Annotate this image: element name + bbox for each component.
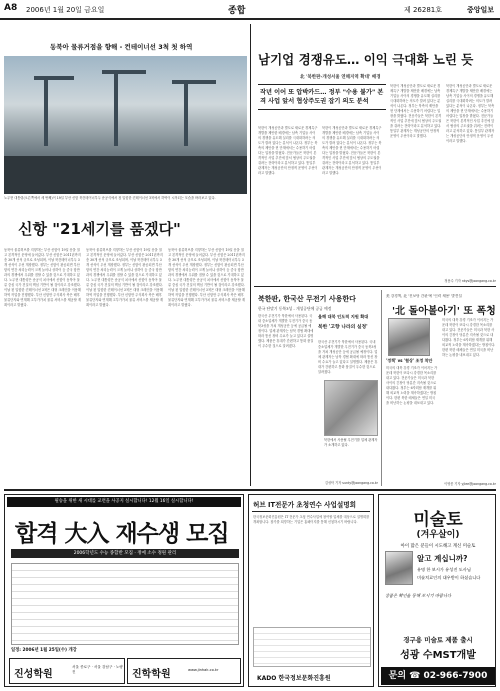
port-headline: 신항 "21세기를 품겠다" bbox=[18, 220, 181, 238]
lead-body-col1: 북한이 개성공단과 별도로 새로운 경제특구 개발을 제안한 배경에는 남측 기업들 사이의 경쟁을 유도해 실리를 극대화하려는 의도가 깔려 있다는 분석이 나온다. 정부는 북측의 제안을 현 단계에서는 수용하기 어렵다는 입장을 밝혔다. 전문가들은 북한이 본격적인 사업 추진에 앞서 협상의 주도권을 쥐려는 전략이라고 분석하고 있다. 통일부 관계자는 개성공단의 안정적 운영이 우선이라고 말했다. bbox=[258, 126, 318, 175]
seminar-ad-title: 허브 IT전문가 초청연수 사업설명회 bbox=[253, 501, 357, 509]
herbal-ad-photo bbox=[385, 551, 413, 585]
us-headline: '北 돌아볼아기' 또 폭청 bbox=[392, 306, 496, 317]
school-ad-date: 일정: 2006년 1월 25일(수) 개강 bbox=[11, 648, 77, 653]
herbal-ad-title: 미술토 bbox=[413, 510, 463, 530]
herbal-ad-line6: 경구용 미술토 제품 출시 bbox=[403, 636, 473, 644]
seminar-ad[interactable] bbox=[248, 494, 374, 687]
page-header bbox=[0, 0, 500, 20]
school-ad-schedule-table bbox=[11, 563, 239, 645]
page-number: A8 bbox=[4, 3, 18, 13]
port-body-col1: 동북아 물류허브를 지향하는 부산 신항이 19일 문을 열고 본격적인 운영에 들어갔다. 부산 신항은 2011년까지 총 30개 선석 규모로 조성되며, 이날 북컨테이너부두 3개 선석이 우선 개장했다. 정부는 신항이 완공되면 부산항의 연간 처리능력이 크게 늘어나 상하이 등 중국 항만과의 경쟁에서 우위를 점할 수 있을 것으로 기대하고 있다. 노무현 대통령은 준공식 치사에서 신항이 동북아 물류 중심 국가 건설의 핵심 기반이 될 것이라고 강조했다. 이날 첫 입항한 컨테이너선 3척은 대형 크레인을 이용해 하역 작업을 진행했다. 부산 신항만 주식회사 측은 배후 물류단지와 연계해 고부가가치 물류 서비스를 제공할 계획이라고 밝혔다. bbox=[4, 248, 81, 307]
radio-byline: 김성탁 기자 sunty@joongang.co.kr bbox=[324, 481, 378, 485]
ad-section-rule bbox=[4, 489, 496, 491]
herbal-ad-line1: 아이 많은 분들이 시도해고 계신 미술토 bbox=[400, 544, 476, 549]
lead-byline: 정용수 기자 nkys@joongang.co.kr bbox=[444, 279, 496, 283]
us-box: '정책' vs '협상' 조정 착안 bbox=[386, 358, 433, 363]
school-ad-banner: 필승을 위한 새 시대를 교련을 사공지 실시합니다! 12월 16일 실시합니다! bbox=[7, 497, 241, 507]
lead-headline: 남기업 경쟁유도… 이익 극대화 노린 듯 bbox=[258, 52, 474, 67]
section-title: 종합 bbox=[228, 6, 246, 16]
school-ad-subtitle: 2006학년도 수능 종합반 모집 · 정예 소수 정원 관리 bbox=[11, 549, 239, 558]
radio-headline: 북한판, 한국산 무전기 사용한다 bbox=[258, 295, 356, 303]
seminar-ad-rule bbox=[252, 511, 370, 512]
herbal-ad-line4: 미술치료인의 대우받이 하셨습니다 bbox=[417, 575, 481, 580]
herbal-ad-phone[interactable]: 문의 ☎ 02-966-7900 bbox=[381, 667, 495, 685]
lead-subhead-box bbox=[258, 84, 386, 110]
us-kicker: 美 강경책, 北 '진보당 간판'에 '인력 채용' 발견설 bbox=[386, 294, 462, 298]
port-body-col3: 동북아 물류허브를 지향하는 부산 신항이 19일 문을 열고 본격적인 운영에 들어갔다. 부산 신항은 2011년까지 총 30개 선석 규모로 조성되며, 이날 북컨테이너부두 3개 선석이 우선 개장했다. 정부는 신항이 완공되면 부산항의 연간 처리능력이 크게 늘어나 상하이 등 중국 항만과의 경쟁에서 우위를 점할 수 있을 것으로 기대하고 있다. 노무현 대통령은 준공식 치사에서 신항이 동북아 물류 중심 국가 건설의 핵심 기반이 될 것이라고 강조했다. 이날 첫 입항한 컨테이너선 3척은 대형 크레인을 이용해 하역 작업을 진행했다. 부산 신항만 주식회사 측은 배후 물류단지와 연계해 고부가가치 물류 서비스를 제공할 계획이라고 밝혔다. bbox=[168, 248, 245, 307]
lead-body-col3: 북한이 개성공단과 별도로 새로운 경제특구 개발을 제안한 배경에는 남측 기업들 사이의 경쟁을 유도해 실리를 극대화하려는 의도가 깔려 있다는 분석이 나온다. 정부는 북측의 제안을 현 단계에서는 수용하기 어렵다는 입장을 밝혔다. 전문가들은 북한이 본격적인 사업 추진에 앞서 협상의 주도권을 쥐려는 전략이라고 분석하고 있다. 통일부 관계자는 개성공단의 안정적 운영이 우선이라고 말했다. bbox=[390, 84, 442, 138]
lead-kicker: 北 '북한판-개성서울 연해지역 확대' 배경 bbox=[300, 75, 381, 80]
school-ad-brand2-url: www.jinhak.co.kr bbox=[188, 668, 219, 672]
radio-photo bbox=[324, 380, 378, 436]
school-ad[interactable] bbox=[4, 494, 244, 687]
herbal-ad-subtitle: (겨우살이) bbox=[416, 530, 460, 540]
radio-photo-caption: 북한에서 사용될 무전기를 업체 관계자가 소개하고 있다. bbox=[324, 438, 378, 447]
school-ad-brand2 bbox=[127, 658, 241, 684]
us-body-col1: 미국의 대북 강경 기조가 이어지는 가운데 북한이 또다시 강경한 목소리를 내고 있다. 전문가들은 미국과 북한 사이의 긴장이 당분간 지속될 것으로 내다봤다. 정부는 6자회담 재개를 위해 외교적 노력을 계속하겠다는 방침이다. 한편 북한 매체들은 연일 미국을 비난하는 논평을 내보내고 있다. bbox=[386, 366, 438, 405]
section-rule bbox=[254, 286, 496, 287]
school-ad-title: 합격 大入 재수생 모집 bbox=[15, 521, 229, 547]
port-photo bbox=[4, 56, 247, 194]
us-byline: 이영종 기자 yjlee@joongang.co.kr bbox=[444, 482, 496, 486]
seminar-ad-brand: KADO 한국정보문화진흥원 bbox=[257, 675, 331, 682]
school-ad-brand1-address: 서울 종로구 · 서울 강남구 · 노량진 bbox=[72, 665, 123, 674]
herbal-ad-line2: 알고 계십니까? bbox=[417, 554, 468, 563]
lead-body-col2: 북한이 개성공단과 별도로 새로운 경제특구 개발을 제안한 배경에는 남측 기업들 사이의 경쟁을 유도해 실리를 극대화하려는 의도가 깔려 있다는 분석이 나온다. 정부는 북측의 제안을 현 단계에서는 수용하기 어렵다는 입장을 밝혔다. 전문가들은 북한이 본격적인 사업 추진에 앞서 협상의 주도권을 쥐려는 전략이라고 분석하고 있다. 통일부 관계자는 개성공단의 안정적 운영이 우선이라고 말했다. bbox=[322, 126, 382, 175]
column-divider bbox=[250, 24, 251, 486]
herbal-ad-line5: 상품은 확인을 통해 보시기 바랍니다 bbox=[385, 593, 452, 598]
radio-subhead: 한국 단말기 동북3성 - 개성공단에 공급 예정 bbox=[258, 306, 332, 311]
herbal-ad-brand: 성광 수MST개발 bbox=[400, 650, 476, 661]
us-photo bbox=[388, 318, 430, 356]
lead-body-col4: 북한이 개성공단과 별도로 새로운 경제특구 개발을 제안한 배경에는 남측 기업들 사이의 경쟁을 유도해 실리를 극대화하려는 의도가 깔려 있다는 분석이 나온다. 정부는 북측의 제안을 현 단계에서는 수용하기 어렵다는 입장을 밝혔다. 전문가들은 북한이 본격적인 사업 추진에 앞서 협상의 주도권을 쥐려는 전략이라고 분석하고 있다. 통일부 관계자는 개성공단의 안정적 운영이 우선이라고 말했다. bbox=[446, 84, 495, 143]
seminar-ad-table bbox=[253, 627, 371, 667]
herbal-ad[interactable] bbox=[378, 494, 496, 687]
herbal-ad-line3: 유명 한 보시가 유성진 도사님 bbox=[417, 567, 471, 572]
us-body-col2: 미국의 대북 강경 기조가 이어지는 가운데 북한이 또다시 강경한 목소리를 내고 있다. 전문가들은 미국과 북한 사이의 긴장이 당분간 지속될 것으로 내다봤다. 정부는 6자회담 재개를 위해 외교적 노력을 계속하겠다는 방침이다. 한편 북한 매체들은 연일 미국을 비난하는 논평을 내보내고 있다. bbox=[442, 318, 496, 357]
edition-number: 제 26281호 bbox=[403, 6, 442, 14]
port-body-col2: 동북아 물류허브를 지향하는 부산 신항이 19일 문을 열고 본격적인 운영에 들어갔다. 부산 신항은 2011년까지 총 30개 선석 규모로 조성되며, 이날 북컨테이너부두 3개 선석이 우선 개장했다. 정부는 신항이 완공되면 부산항의 연간 처리능력이 크게 늘어나 상하이 등 중국 항만과의 경쟁에서 우위를 점할 수 있을 것으로 기대하고 있다. 노무현 대통령은 준공식 치사에서 신항이 동북아 물류 중심 국가 건설의 핵심 기반이 될 것이라고 강조했다. 이날 첫 입항한 컨테이너선 3척은 대형 크레인을 이용해 하역 작업을 진행했다. 부산 신항만 주식회사 측은 배후 물류단지와 연계해 고부가가치 물류 서비스를 제공할 계획이라고 밝혔다. bbox=[86, 248, 163, 307]
school-ad-brand2-name: 진학학원 bbox=[132, 669, 171, 680]
radio-body-col1: 한국산 무전기가 북한에서 사용된다. 국내 중소업체가 개발한 무전기가 중국 동북3성을 거쳐 개성공단 등에 공급될 예정이다. 업체 관계자는 남북 경협 확대에 따라 통신 장비 수요가 늘고 있다고 설명했다. 제품은 휴대가 간편하고 통화 품질이 우수한 것으로 알려졌다. bbox=[258, 314, 314, 348]
port-kicker: 동북아 물류거점을 향해 - 컨테이너선 3척 첫 하역 bbox=[50, 43, 193, 51]
issue-date: 2006년 1월 20일 금요일 bbox=[26, 6, 105, 14]
radio-body-col2: 한국산 무전기가 북한에서 사용된다. 국내 중소업체가 개발한 무전기가 중국 동북3성을 거쳐 개성공단 등에 공급될 예정이다. 업체 관계자는 남북 경협 확대에 따라 통신 장비 수요가 늘고 있다고 설명했다. 제품은 휴대가 간편하고 통화 품질이 우수한 것으로 알려졌다. bbox=[318, 340, 378, 374]
mid-divider bbox=[381, 290, 382, 486]
aid-box-title: 올해 대북 인도적 지원 확대 bbox=[318, 314, 369, 319]
lead-subhead: 작년 이어 또 압박카드… 정부 "수용 불가" 본격 사업 앞서 협상주도권 잡기 의도 분석 bbox=[260, 89, 384, 105]
aid-box-subtitle: 북한 '고향 나라의 실정' bbox=[318, 325, 368, 330]
seminar-ad-text: 한국정보문화진흥원은 IT 전문가 초청 연수사업에 참여할 업체를 대상으로 설명회를 개최합니다. 참가를 희망하는 기업은 홈페이지를 통해 신청하시기 바랍니다. bbox=[253, 515, 370, 524]
school-ad-brand1-name: 진성학원 bbox=[14, 669, 53, 680]
newspaper-name: 중앙일보 bbox=[466, 6, 494, 14]
school-ad-brand1 bbox=[9, 658, 125, 684]
port-photo-caption: 노무현 대통령(오른쪽에서 세 번째)이 19일 부산 신항 북컨테이너부두 준공식에서 첫 입항한 컨테이너선 3척에서 하역이 시작되는 모습을 바라보고 있다. bbox=[4, 196, 216, 200]
